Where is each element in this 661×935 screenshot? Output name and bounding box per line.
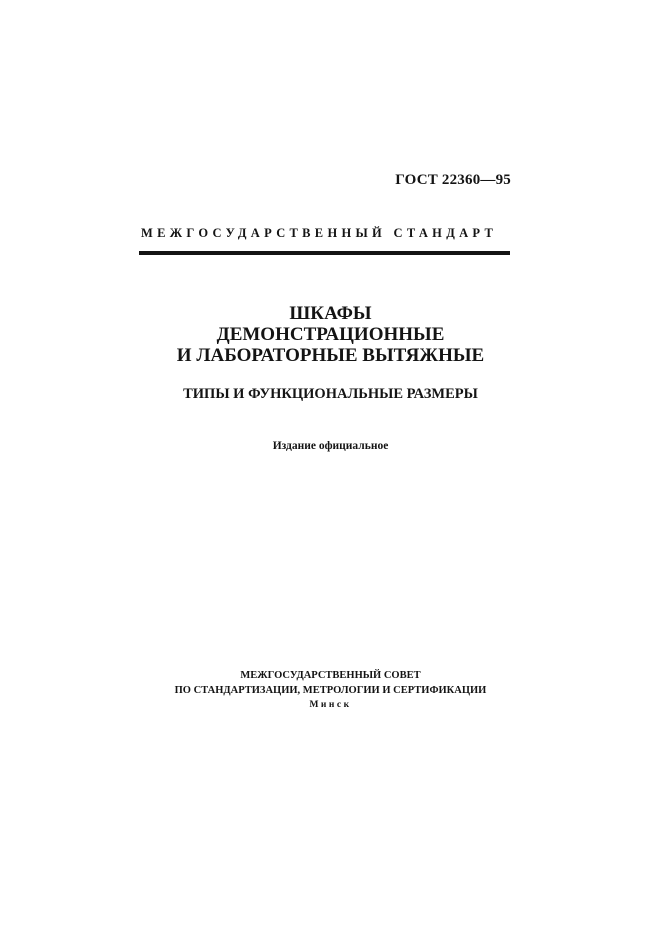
standard-type-heading: МЕЖГОСУДАРСТВЕННЫЙ СТАНДАРТ [141, 226, 498, 240]
horizontal-rule [139, 251, 510, 255]
publisher-line: ПО СТАНДАРТИЗАЦИИ, МЕТРОЛОГИИ И СЕРТИФИКАЦИИ [174, 685, 487, 696]
document-title [0, 303, 661, 366]
document-subtitle: ТИПЫ И ФУНКЦИОНАЛЬНЫЕ РАЗМЕРЫ [183, 386, 478, 402]
title-line: ДЕМОНСТРАЦИОННЫЕ [216, 324, 445, 345]
publisher-line: МЕЖГОСУДАРСТВЕННЫЙ СОВЕТ [240, 670, 421, 681]
gost-number: ГОСТ 22360—95 [395, 172, 511, 188]
title-line: И ЛАБОРАТОРНЫЕ ВЫТЯЖНЫЕ [176, 345, 485, 366]
title-line: ШКАФЫ [289, 303, 372, 324]
publisher-city: Минск [309, 700, 352, 710]
publisher-block [0, 668, 661, 713]
edition-label: Издание официальное [272, 440, 389, 452]
